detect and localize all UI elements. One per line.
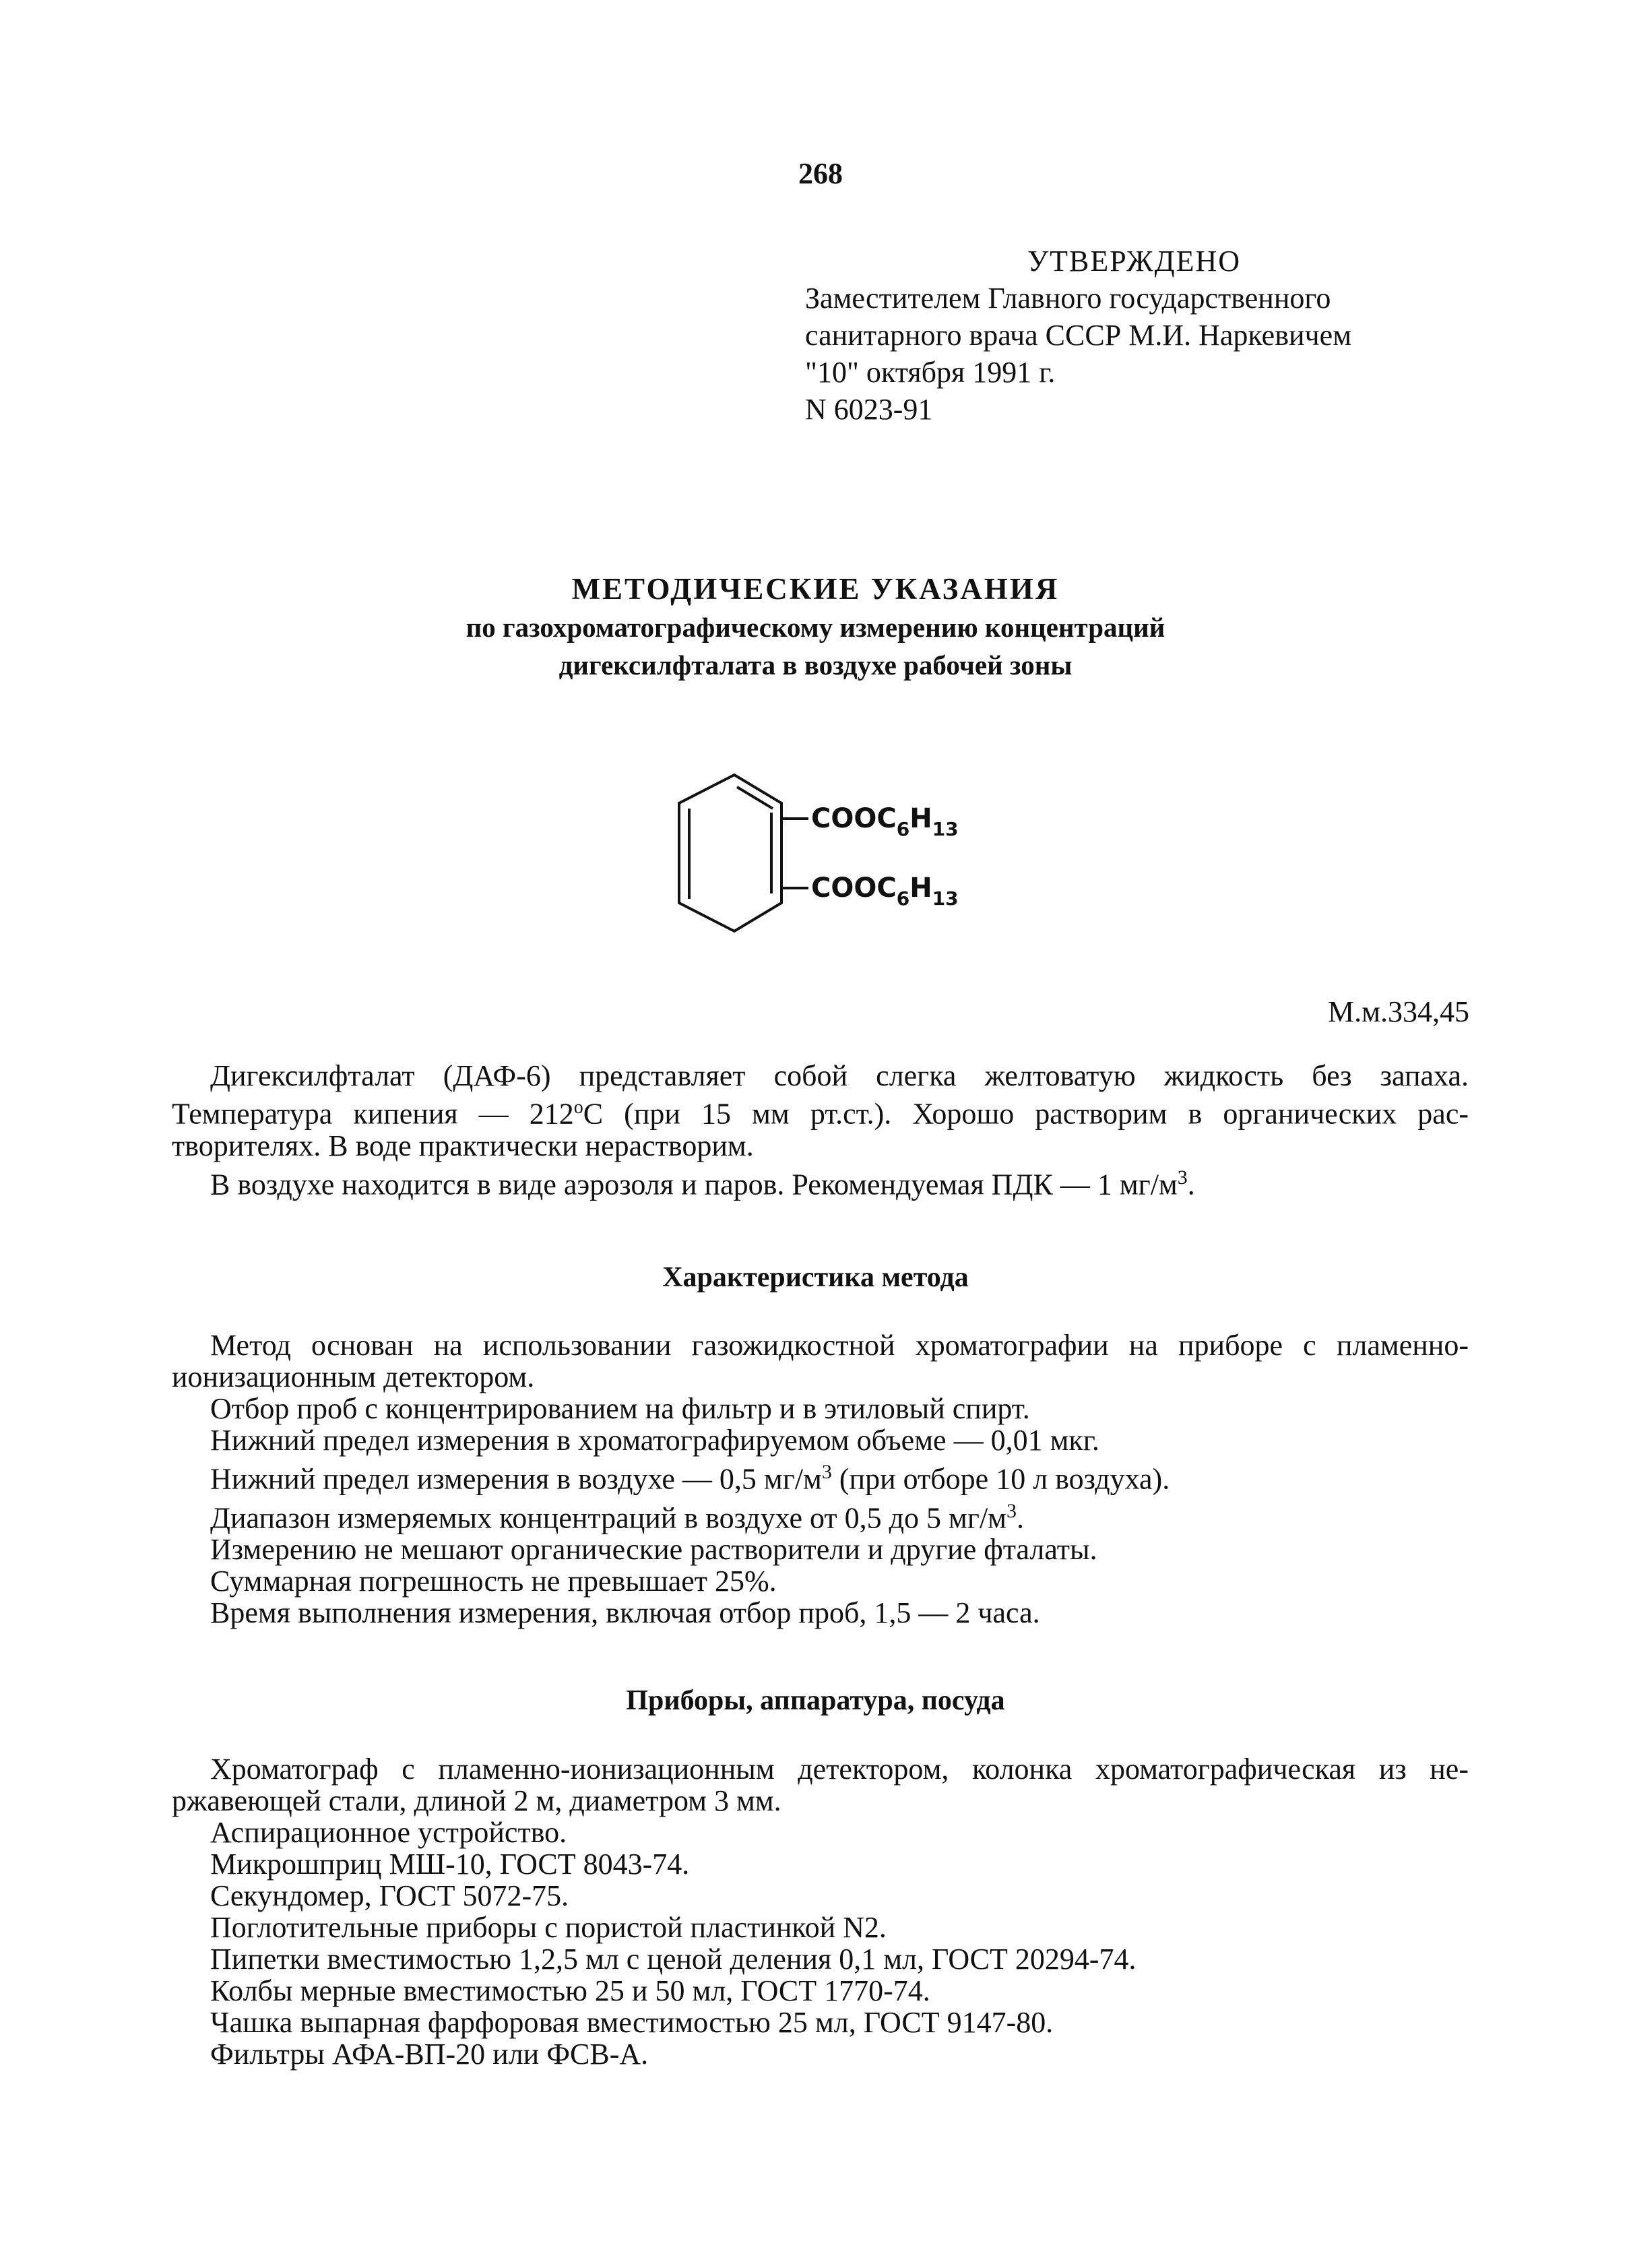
method-line: Отбор проб с концентрированием на фильтр и в этиловый спирт.: [210, 1392, 1030, 1425]
method-line: Время выполнения измерения, включая отбор проб, 1,5 — 2 часа.: [210, 1596, 1040, 1630]
method-line: Метод основан на использовании газожидкостной хроматографии на приборе с пламенно-: [210, 1329, 1469, 1362]
method-line: Суммарная погрешность не превышает 25%.: [210, 1565, 777, 1598]
intro-line: Температура кипения — $212^оС$ (при 15 мм рт.ст.). Хорошо растворим в органических рас-: [172, 1097, 1469, 1131]
method-line: Нижний предел измерения в хроматографируемом объеме — 0,01 мкг.: [210, 1424, 1099, 1457]
substituent-top: $COOC_6H_{13}$: [811, 803, 959, 840]
approval-line: "10" октября 1991 г.: [805, 356, 1056, 389]
equipment-line: Хроматограф с пламенно-ионизационным детектором, колонка хроматографическая из не-: [210, 1753, 1469, 1786]
page-number: 268: [798, 157, 843, 190]
method-line: Нижний предел измерения в воздухе — 0,5 $мг/м^3$ (при отборе 10 л воздуха).: [210, 1461, 1170, 1496]
equipment-item: Микрошприц МШ-10, ГОСТ 8043-74.: [210, 1848, 690, 1881]
title-subtitle-1: по газохроматографическому измерению концентраций: [466, 612, 1165, 643]
equipment-paragraphs: [172, 1753, 1469, 2070]
method-line: Диапазон измеряемых концентраций в воздухе от 0,5 до 5 $мг/м^3$.: [210, 1499, 1025, 1535]
method-line: Измерению не мешают органические растворители и другие фталаты.: [210, 1533, 1097, 1567]
section-heading-method: Характеристика метода: [662, 1262, 969, 1293]
substituent-bottom: $COOC_6H_{13}$: [811, 873, 959, 910]
equipment-item: Секундомер, ГОСТ 5072-75.: [210, 1879, 569, 1912]
intro-paragraphs: [172, 1060, 1469, 1200]
approval-line: N 6023-91: [805, 393, 933, 426]
equipment-item: Аспирационное устройство.: [210, 1816, 567, 1849]
document-title: [0, 569, 1631, 684]
equipment-line: ржавеющей стали, длиной 2 м, диаметром 3 мм.: [172, 1784, 781, 1817]
title-main: МЕТОДИЧЕСКИЕ УКАЗАНИЯ: [571, 572, 1060, 606]
molar-mass: М.м.334,45: [1328, 995, 1469, 1028]
intro-line: В воздухе находится в виде аэрозоля и паров. Рекомендуемая ПДК — 1 $мг/м^3$.: [210, 1166, 1195, 1201]
approval-line: Заместителем Главного государственного: [805, 282, 1331, 315]
benzene-ring: [679, 775, 808, 931]
structural-formula: [667, 761, 1004, 964]
equipment-item: Фильтры АФА-ВП-20 или ФСВ-А.: [210, 2038, 649, 2071]
equipment-item: Колбы мерные вместимостью 25 и 50 мл, ГОСТ 1770-74.: [210, 1974, 930, 2007]
equipment-item: Поглотительные приборы с пористой пластинкой N2.: [210, 1911, 887, 1944]
method-line: ионизационным детектором.: [172, 1360, 535, 1393]
title-subtitle-2: дигексилфталата в воздухе рабочей зоны: [558, 650, 1073, 681]
equipment-item: Пипетки вместимостью 1,2,5 мл с ценой деления 0,1 мл, ГОСТ 20294-74.: [210, 1943, 1137, 1976]
approval-line: санитарного врача СССР М.И. Наркевичем: [805, 319, 1352, 352]
intro-line: Дигексилфталат (ДАФ-6) представляет собой слегка желтоватую жидкость без запаха.: [210, 1059, 1469, 1092]
method-paragraphs: [172, 1329, 1469, 1629]
equipment-item: Чашка выпарная фарфоровая вместимостью 25 мл, ГОСТ 9147-80.: [210, 2006, 1054, 2039]
approval-stamp: [805, 243, 1351, 428]
approval-heading: УТВЕРЖДЕНО: [1027, 245, 1242, 278]
intro-line: творителях. В воде практически нерастворим.: [172, 1129, 754, 1162]
section-heading-equipment: Приборы, аппаратура, посуда: [626, 1685, 1005, 1716]
